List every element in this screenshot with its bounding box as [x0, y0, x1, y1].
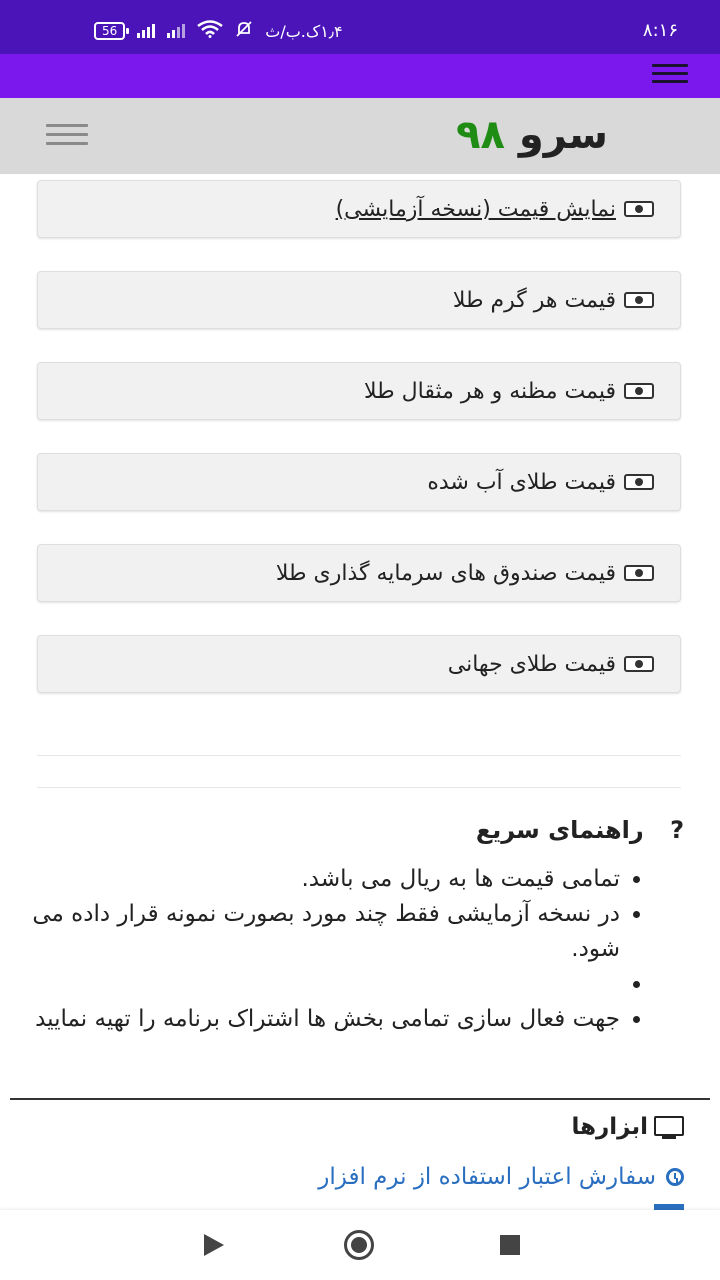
tools-heading — [571, 1114, 684, 1140]
clock-icon — [666, 1168, 684, 1186]
guide-heading — [476, 816, 684, 844]
list-item — [20, 967, 620, 1002]
network-speed: ۱٫۴ک.ب/ث — [265, 21, 343, 41]
price-button-label: قیمت هر گرم طلا — [452, 287, 616, 313]
price-button-mesghal[interactable] — [37, 362, 681, 420]
tool-link-order-credit[interactable] — [318, 1164, 684, 1190]
hamburger-menu-icon[interactable] — [46, 124, 88, 151]
guide-list — [20, 862, 642, 1037]
signal-icon — [137, 24, 155, 38]
site-logo[interactable] — [456, 112, 608, 158]
mute-bell-icon — [235, 20, 253, 42]
app-bar — [0, 54, 720, 98]
list-item: • در نسخه آزمایشی فقط چند مورد بصورت نمونه قرار داده می شود. — [20, 897, 620, 967]
logo-number: ۹۸ — [456, 112, 505, 158]
price-button-global-gold[interactable] — [37, 635, 681, 693]
price-button-gold-funds[interactable] — [37, 544, 681, 602]
clock-time: ۸:۱۶ — [642, 20, 678, 41]
guide-title: راهنمای سریع — [475, 816, 644, 844]
wifi-icon — [197, 20, 223, 42]
price-button-label: قیمت طلای جهانی — [447, 651, 616, 677]
list-item: • تمامی قیمت ها به ریال می باشد. — [20, 862, 620, 897]
price-button-label: قیمت مظنه و هر مثقال طلا — [364, 378, 616, 404]
price-button-gram[interactable] — [37, 271, 681, 329]
price-button-label: قیمت طلای آب شده — [427, 469, 616, 495]
status-bar — [0, 0, 720, 54]
system-nav-bar — [0, 1210, 720, 1280]
list-item: • جهت فعال سازی تمامی بخش ها اشتراک برنامه را تهیه نمایید — [20, 1002, 620, 1037]
site-header — [0, 98, 720, 174]
money-icon — [624, 474, 654, 490]
divider — [37, 787, 681, 788]
recent-apps-icon[interactable] — [500, 1235, 520, 1255]
money-icon — [624, 201, 654, 217]
logo-word: سرو — [518, 112, 608, 158]
money-icon — [624, 656, 654, 672]
menu-icon[interactable] — [652, 64, 688, 88]
question-icon: ? — [670, 816, 684, 844]
tool-link-label: سفارش اعتبار استفاده از نرم افزار — [318, 1164, 656, 1190]
home-icon[interactable] — [344, 1230, 374, 1260]
price-button-label: نمایش قیمت (نسخه آزمایشی) — [335, 196, 616, 222]
monitor-icon — [654, 1116, 684, 1138]
money-icon — [624, 383, 654, 399]
price-button-melted-gold[interactable] — [37, 453, 681, 511]
money-icon — [624, 292, 654, 308]
divider — [37, 755, 681, 756]
price-button-label: قیمت صندوق های سرمایه گذاری طلا — [275, 560, 616, 586]
price-button-trial[interactable] — [37, 180, 681, 238]
back-icon[interactable] — [204, 1234, 224, 1256]
battery-icon: 56 — [94, 22, 125, 40]
signal-icon-2 — [167, 24, 185, 38]
section-separator — [10, 1098, 710, 1100]
tools-title: ابزارها — [571, 1114, 648, 1140]
status-icons — [94, 20, 343, 42]
money-icon — [624, 565, 654, 581]
